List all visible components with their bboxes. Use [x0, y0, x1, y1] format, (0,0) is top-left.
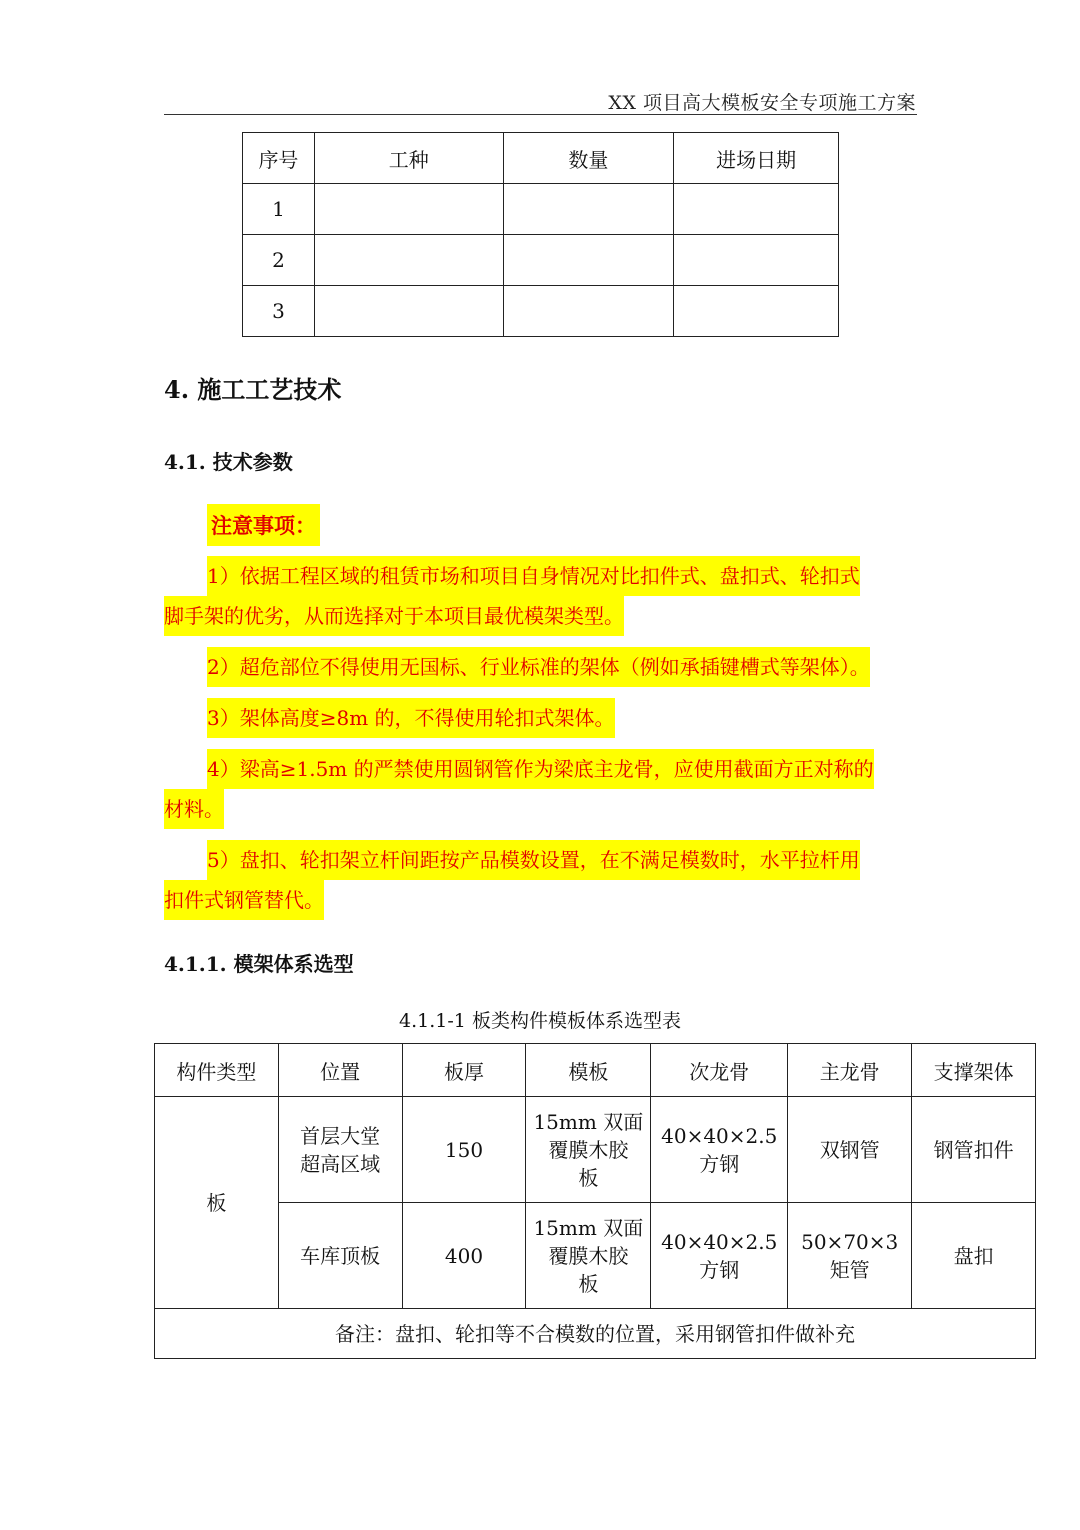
cell-position: 车库顶板	[278, 1203, 402, 1309]
notes-title: 注意事项：	[207, 504, 320, 546]
cell-secondary-joist: 40×40×2.5 方钢	[651, 1097, 788, 1203]
cell-trade	[314, 184, 503, 235]
col-header-position: 位置	[278, 1044, 402, 1097]
cell-index: 1	[243, 184, 315, 235]
cell-trade	[314, 286, 503, 337]
cell-formwork: 15mm 双面 覆膜木胶 板	[526, 1203, 651, 1309]
cell-component-type: 板	[155, 1097, 279, 1309]
note-line: 3）架体高度≥8m 的，不得使用轮扣式架体。	[207, 698, 615, 738]
cell-entry-date	[674, 235, 839, 286]
table-row	[243, 184, 839, 235]
col-header-entry-date: 进场日期	[674, 133, 839, 184]
cell-remark: 备注：盘扣、轮扣等不合模数的位置，采用钢管扣件做补充	[155, 1309, 1036, 1359]
personnel-table	[242, 132, 839, 337]
cell-formwork: 15mm 双面 覆膜木胶 板	[526, 1097, 651, 1203]
section-heading-4-1: 4.1. 技术参数	[164, 450, 293, 474]
col-header-index: 序号	[243, 133, 315, 184]
cell-position: 首层大堂 超高区域	[278, 1097, 402, 1203]
note-line: 材料。	[164, 789, 224, 829]
cell-index: 3	[243, 286, 315, 337]
col-header-support-frame: 支撑架体	[912, 1044, 1036, 1097]
table-header-row	[155, 1044, 1036, 1097]
cell-entry-date	[674, 184, 839, 235]
cell-quantity	[503, 235, 674, 286]
cell-quantity	[503, 286, 674, 337]
col-header-quantity: 数量	[503, 133, 674, 184]
col-header-main-joist: 主龙骨	[788, 1044, 912, 1097]
cell-quantity	[503, 184, 674, 235]
col-header-thickness: 板厚	[402, 1044, 526, 1097]
note-line: 5）盘扣、轮扣架立杆间距按产品模数设置，在不满足模数时，水平拉杆用	[207, 840, 860, 880]
table-header-row	[243, 133, 839, 184]
cell-thickness: 400	[402, 1203, 526, 1309]
cell-entry-date	[674, 286, 839, 337]
col-header-secondary-joist: 次龙骨	[651, 1044, 788, 1097]
note-line: 2）超危部位不得使用无国标、行业标准的架体（例如承插键槽式等架体）。	[207, 647, 870, 687]
note-line: 脚手架的优劣，从而选择对于本项目最优模架类型。	[164, 596, 624, 636]
formwork-selection-table	[154, 1043, 1036, 1359]
col-header-component-type: 构件类型	[155, 1044, 279, 1097]
cell-trade	[314, 235, 503, 286]
header-divider	[164, 114, 917, 115]
section-heading-4-1-1: 4.1.1. 模架体系选型	[164, 952, 354, 976]
cell-thickness: 150	[402, 1097, 526, 1203]
col-header-trade: 工种	[314, 133, 503, 184]
cell-index: 2	[243, 235, 315, 286]
col-header-formwork: 模板	[526, 1044, 651, 1097]
table-caption: 4.1.1-1 板类构件模板体系选型表	[399, 1010, 681, 1032]
note-line: 1）依据工程区域的租赁市场和项目自身情况对比扣件式、盘扣式、轮扣式	[207, 556, 860, 596]
cell-support-frame: 钢管扣件	[912, 1097, 1036, 1203]
table-row	[155, 1097, 1036, 1203]
table-row	[243, 235, 839, 286]
table-remark-row	[155, 1309, 1036, 1359]
cell-support-frame: 盘扣	[912, 1203, 1036, 1309]
cell-secondary-joist: 40×40×2.5 方钢	[651, 1203, 788, 1309]
table-row	[243, 286, 839, 337]
cell-main-joist: 双钢管	[788, 1097, 912, 1203]
table-row	[155, 1203, 1036, 1309]
document-header-title: XX 项目高大模板安全专项施工方案	[608, 92, 916, 114]
note-line: 4）梁高≥1.5m 的严禁使用圆钢管作为梁底主龙骨，应使用截面方正对称的	[207, 749, 874, 789]
cell-main-joist: 50×70×3 矩管	[788, 1203, 912, 1309]
note-line: 扣件式钢管替代。	[164, 880, 324, 920]
section-heading-4: 4. 施工工艺技术	[164, 375, 342, 404]
